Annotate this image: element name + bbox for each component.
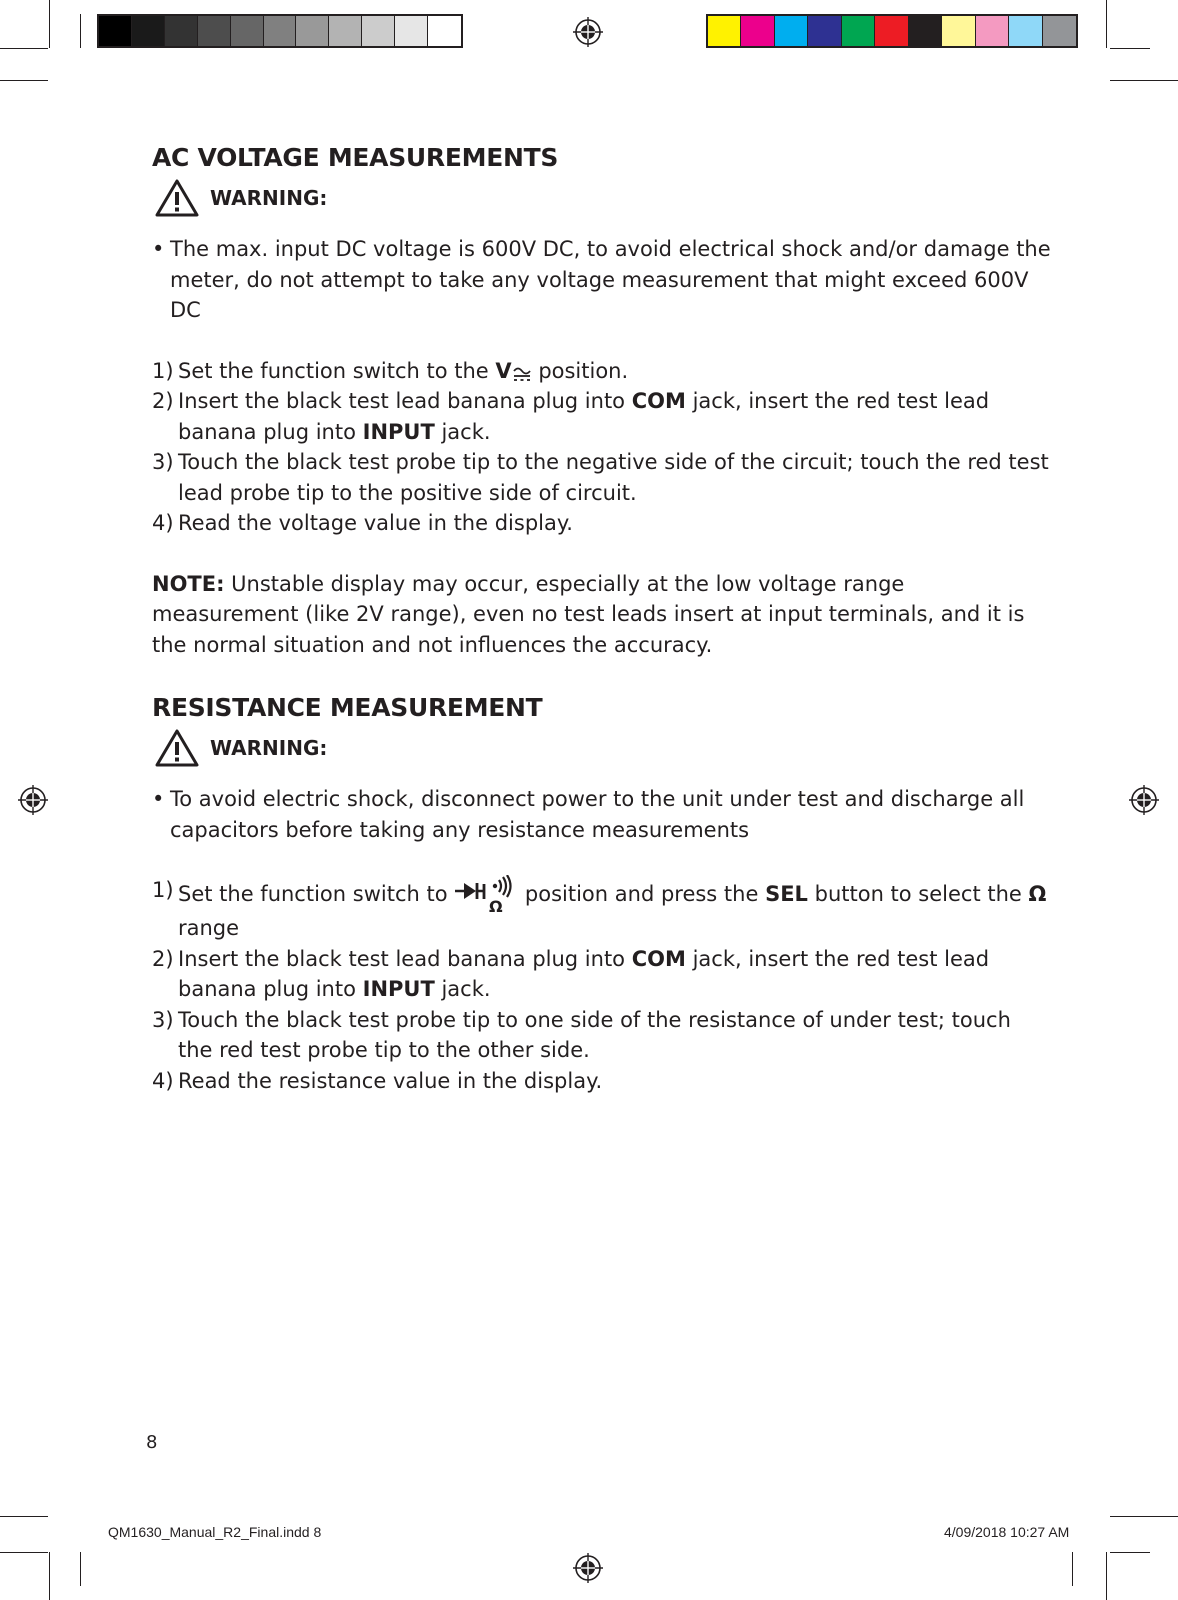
list-item xyxy=(152,1066,1052,1097)
warning-bullet xyxy=(152,234,1052,326)
section-title-resistance: RESISTANCE MEASUREMENT xyxy=(152,693,543,722)
color-swatch xyxy=(132,16,165,46)
step-text: Set the function switch to xyxy=(178,882,455,906)
crop-mark xyxy=(1110,48,1150,49)
input-jack-label: INPUT xyxy=(362,977,435,1001)
color-swatch xyxy=(296,16,329,46)
crop-mark xyxy=(1072,1552,1073,1586)
warning-triangle-icon xyxy=(154,178,200,218)
color-swatch xyxy=(741,16,774,46)
step-number: 1) xyxy=(152,358,174,383)
color-swatch xyxy=(1009,16,1042,46)
steps-list xyxy=(152,356,1052,539)
manual-page-content xyxy=(152,140,1052,1096)
com-jack-label: COM xyxy=(631,389,686,413)
warning-bullet xyxy=(152,784,1052,845)
warning-heading xyxy=(152,728,1052,768)
color-swatch xyxy=(231,16,264,46)
step-number: 2) xyxy=(152,946,174,971)
bullet-marker: • xyxy=(152,237,165,261)
crop-mark xyxy=(80,14,81,48)
registration-mark-icon xyxy=(573,1553,603,1583)
step-text: jack. xyxy=(434,977,491,1001)
step-text: Insert the black test lead banana plug into xyxy=(178,389,632,413)
step-number: 2) xyxy=(152,389,174,413)
slug-timestamp: 4/09/2018 10:27 AM xyxy=(944,1524,1070,1540)
crop-mark xyxy=(0,48,48,49)
crop-mark xyxy=(80,1552,81,1586)
step-text: jack, insert the red test lead banana plug into xyxy=(178,946,990,1001)
step-number: 4) xyxy=(152,511,174,535)
svg-text:Ω: Ω xyxy=(489,897,503,913)
crop-mark xyxy=(49,0,50,48)
list-item xyxy=(152,944,1052,1005)
step-text: jack, insert the red test lead banana plug into xyxy=(178,389,990,444)
color-swatch xyxy=(942,16,975,46)
list-item xyxy=(152,1005,1052,1066)
grayscale-bar xyxy=(97,14,463,48)
step-text: Touch the black test probe tip to the negative side of the circuit; touch the red test lead probe tip to the positive side of circuit. xyxy=(178,450,1049,505)
step-text: position and press the xyxy=(518,882,766,906)
list-item xyxy=(152,508,1052,539)
registration-mark-icon xyxy=(1129,785,1159,815)
registration-mark-icon xyxy=(573,17,603,47)
color-swatch xyxy=(875,16,908,46)
color-swatch xyxy=(264,16,297,46)
step-number: 3) xyxy=(152,450,174,474)
color-swatch xyxy=(395,16,428,46)
crop-mark xyxy=(49,1552,50,1600)
step-text: Read the resistance value in the display. xyxy=(178,1068,603,1093)
list-item xyxy=(152,447,1052,508)
crop-mark xyxy=(1110,1552,1150,1553)
color-swatch xyxy=(428,16,461,46)
registration-mark-icon xyxy=(18,785,48,815)
note-paragraph xyxy=(152,569,1052,661)
crop-mark xyxy=(1106,0,1107,48)
color-swatch xyxy=(165,16,198,46)
color-bar xyxy=(706,14,1078,48)
step-text: position. xyxy=(531,358,629,383)
section-title-ac-voltage: AC VOLTAGE MEASUREMENTS xyxy=(152,143,559,172)
color-swatch xyxy=(909,16,942,46)
bullet-marker: • xyxy=(152,787,165,811)
input-jack-label: INPUT xyxy=(362,419,435,444)
crop-mark xyxy=(1106,1552,1107,1600)
voltage-symbol-letter: V xyxy=(495,358,512,383)
color-swatch xyxy=(708,16,741,46)
slug-filename: QM1630_Manual_R2_Final.indd 8 xyxy=(108,1524,322,1540)
crop-mark xyxy=(1110,80,1178,81)
ac-dc-voltage-symbol-icon xyxy=(512,365,532,383)
step-text: Read the voltage value in the display. xyxy=(178,511,573,535)
color-swatch xyxy=(842,16,875,46)
step-number: 4) xyxy=(152,1068,174,1093)
color-swatch xyxy=(99,16,132,46)
warning-label: WARNING: xyxy=(210,735,328,760)
color-swatch xyxy=(329,16,362,46)
step-text: range xyxy=(178,916,240,940)
sel-button-label: SEL xyxy=(765,882,808,906)
color-swatch xyxy=(198,16,231,46)
note-text: Unstable display may occur, especially at the low voltage range measurement (like 2V range), even no test leads insert at input terminals, and it is the normal situation and not influences the accuracy. xyxy=(152,571,1025,657)
step-number: 3) xyxy=(152,1007,174,1032)
step-text: jack. xyxy=(434,419,491,444)
diode-continuity-ohm-symbol-icon xyxy=(454,875,518,913)
list-item xyxy=(152,386,1052,447)
com-jack-label: COM xyxy=(631,946,686,971)
bullet-text: To avoid electric shock, disconnect power to the unit under test and discharge all capacitors before taking any resistance measurements xyxy=(170,787,1025,842)
step-number: 1) xyxy=(152,878,174,902)
warning-label: WARNING: xyxy=(210,185,328,210)
color-swatch xyxy=(775,16,808,46)
ohm-symbol: Ω xyxy=(1028,882,1047,906)
step-text: Set the function switch to the xyxy=(178,358,496,383)
warning-triangle-icon xyxy=(154,728,200,768)
step-text: Touch the black test probe tip to one side of the resistance of under test; touch the red test probe tip to the other side. xyxy=(178,1007,1011,1062)
color-swatch xyxy=(1043,16,1076,46)
step-text: button to select the xyxy=(807,882,1029,906)
list-item xyxy=(152,875,1052,944)
note-label: NOTE: xyxy=(152,571,225,596)
color-swatch xyxy=(808,16,841,46)
crop-mark xyxy=(1110,1516,1178,1517)
color-swatch xyxy=(976,16,1009,46)
color-swatch xyxy=(362,16,395,46)
warning-heading xyxy=(152,178,1052,218)
crop-mark xyxy=(0,1552,48,1553)
page-number: 8 xyxy=(146,1432,158,1453)
crop-mark xyxy=(0,1516,48,1517)
crop-mark xyxy=(0,80,48,81)
step-text: Insert the black test lead banana plug into xyxy=(178,946,632,971)
steps-list xyxy=(152,875,1052,1096)
list-item xyxy=(152,356,1052,387)
bullet-text: The max. input DC voltage is 600V DC, to avoid electrical shock and/or damage the meter, do not attempt to take any voltage measurement that might exceed 600V DC xyxy=(170,237,1051,322)
